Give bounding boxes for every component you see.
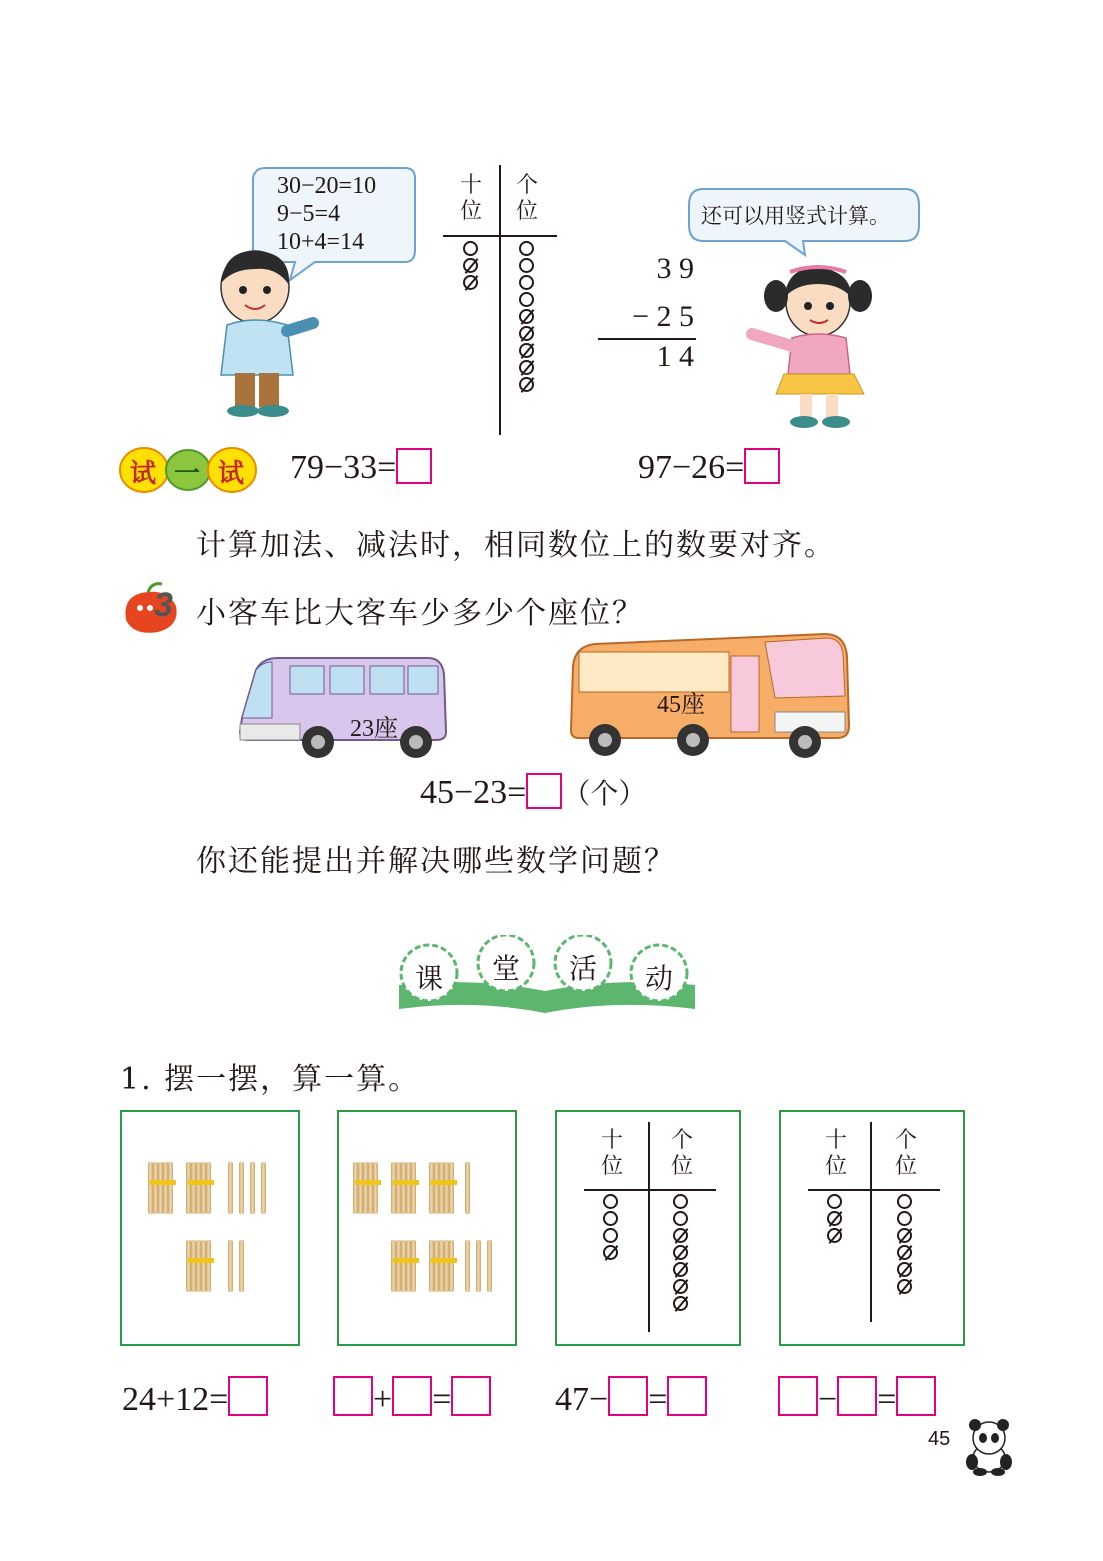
tens-beads — [463, 241, 478, 292]
answer-box[interactable] — [667, 1376, 707, 1416]
single-stick — [465, 1162, 470, 1214]
answer-box[interactable] — [333, 1376, 373, 1416]
page-number: 45 — [928, 1428, 951, 1450]
ones-column-label: 个 位 — [670, 1128, 693, 1179]
single-stick — [250, 1162, 255, 1214]
exercise-equation-2 — [333, 1376, 491, 1419]
ones-beads — [519, 241, 534, 394]
activity-char-4: 动 — [645, 962, 674, 995]
ten-stick-bundle — [429, 1236, 459, 1296]
big-bus-illustration — [565, 626, 855, 764]
boy-illustration — [205, 245, 320, 420]
answer-box[interactable] — [608, 1376, 648, 1416]
try-eq2-text: 97−26= — [638, 449, 745, 486]
panel-horizontal-line — [808, 1189, 940, 1191]
ones-beads — [897, 1194, 912, 1296]
girl-speech-bubble — [685, 185, 925, 260]
ten-stick-bundle — [429, 1158, 459, 1218]
answer-box[interactable] — [392, 1376, 432, 1416]
crossed-bead — [897, 1228, 912, 1243]
single-stick — [476, 1240, 481, 1292]
calc-row-2: − 2 5 — [632, 300, 694, 333]
tens-column-label: 十 位 — [600, 1128, 623, 1179]
ten-stick-bundle — [391, 1236, 421, 1296]
answer-box[interactable] — [396, 448, 432, 484]
followup-question: 你还能提出并解决哪些数学问题？ — [196, 844, 676, 879]
single-stick — [261, 1162, 266, 1214]
bead — [603, 1228, 618, 1243]
bus-equation — [420, 772, 646, 812]
problem-number-icon — [118, 580, 184, 636]
single-stick — [487, 1240, 492, 1292]
ten-stick-bundle — [148, 1158, 178, 1218]
answer-box[interactable] — [896, 1376, 936, 1416]
ones-beads — [673, 1194, 688, 1313]
tens-column-label: 十 位 — [459, 173, 482, 224]
equals-sign: = — [648, 1381, 668, 1418]
sticks-panel-2 — [337, 1110, 517, 1346]
answer-box[interactable] — [451, 1376, 491, 1416]
ones-column-label: 个 位 — [894, 1128, 917, 1179]
crossed-bead — [519, 360, 534, 375]
ten-stick-bundle — [186, 1236, 216, 1296]
try-char-1: 试 — [130, 459, 157, 489]
answer-box[interactable] — [744, 448, 780, 484]
exercise-equation-3 — [555, 1376, 707, 1419]
crossed-bead — [673, 1245, 688, 1260]
small-bus-illustration — [232, 648, 450, 763]
single-stick — [228, 1162, 233, 1214]
sticks-panel-1 — [120, 1110, 300, 1346]
bead — [673, 1211, 688, 1226]
try-char-2: 一 — [174, 459, 201, 489]
tens-beads — [603, 1194, 618, 1262]
bubble-line-2: 9−5=4 — [277, 201, 341, 227]
chart-horizontal-line — [443, 235, 557, 237]
bead — [519, 241, 534, 256]
place-value-chart-top — [443, 165, 563, 435]
ones-column-label: 个 位 — [515, 173, 538, 224]
bead — [463, 241, 478, 256]
single-stick — [228, 1240, 233, 1292]
small-bus-seat-label: 23座 — [350, 716, 398, 742]
exercise-equation-4 — [778, 1376, 936, 1419]
vertical-calculation — [598, 252, 708, 382]
exercise-1-title: 1. 摆一摆，算一算。 — [120, 1062, 421, 1097]
crossed-bead — [603, 1245, 618, 1260]
equals-sign: = — [877, 1381, 897, 1418]
single-stick — [465, 1240, 470, 1292]
ex-eq1-text: 24+12= — [122, 1381, 229, 1418]
problem-question: 小客车比大客车少多少个座位？ — [196, 596, 644, 631]
try-equation-1 — [290, 448, 432, 487]
crossed-bead — [463, 275, 478, 290]
try-equation-2 — [638, 448, 780, 487]
bead — [603, 1211, 618, 1226]
bubble-line-1: 30−20=10 — [277, 173, 377, 199]
girl-illustration — [740, 262, 875, 432]
try-eq1-text: 79−33= — [290, 449, 397, 486]
tens-beads — [827, 1194, 842, 1245]
bead — [827, 1194, 842, 1209]
bundles-and-sticks — [122, 1112, 298, 1344]
ex-eq3-text: 47− — [555, 1381, 609, 1418]
answer-box[interactable] — [526, 773, 562, 809]
plus-sign: + — [373, 1381, 393, 1418]
bead — [673, 1194, 688, 1209]
crossed-bead — [897, 1262, 912, 1277]
bead — [519, 275, 534, 290]
bead — [603, 1194, 618, 1209]
bus-eq-text: 45−23= — [420, 774, 527, 811]
crossed-bead — [519, 343, 534, 358]
single-stick — [239, 1162, 244, 1214]
bead — [519, 258, 534, 273]
tens-column-label: 十 位 — [824, 1128, 847, 1179]
classroom-activity-header — [395, 935, 700, 1015]
bubble-line-3: 10+4=14 — [277, 229, 365, 255]
try-char-3: 试 — [218, 459, 245, 489]
panda-icon — [962, 1418, 1016, 1476]
ten-stick-bundle — [353, 1158, 383, 1218]
place-value-panel-3 — [555, 1110, 741, 1346]
panel-vertical-line — [870, 1122, 872, 1322]
activity-char-3: 活 — [569, 952, 598, 985]
panel-horizontal-line — [584, 1189, 716, 1191]
crossed-bead — [827, 1211, 842, 1226]
panel-vertical-line — [648, 1122, 650, 1332]
single-stick — [239, 1240, 244, 1292]
bead — [519, 292, 534, 307]
answer-box[interactable] — [228, 1376, 268, 1416]
answer-box[interactable] — [837, 1376, 877, 1416]
chart-vertical-line — [499, 165, 501, 435]
calc-result: 1 4 — [656, 340, 694, 373]
exercise-equation-1 — [122, 1376, 268, 1419]
calc-row-1: 3 9 — [656, 252, 694, 285]
crossed-bead — [519, 309, 534, 324]
ten-stick-bundle — [391, 1158, 421, 1218]
place-value-panel-4 — [779, 1110, 965, 1346]
activity-char-1: 课 — [415, 962, 444, 995]
bead — [897, 1194, 912, 1209]
crossed-bead — [519, 377, 534, 392]
minus-sign: − — [818, 1381, 838, 1418]
bus-eq-unit: （个） — [562, 777, 647, 810]
crossed-bead — [673, 1296, 688, 1311]
crossed-bead — [897, 1279, 912, 1294]
try-it-badge — [118, 444, 258, 496]
answer-box[interactable] — [778, 1376, 818, 1416]
big-bus-seat-label: 45座 — [657, 692, 705, 718]
crossed-bead — [673, 1262, 688, 1277]
problem-number: 3 — [154, 586, 173, 624]
rule-text: 计算加法、减法时，相同数位上的数要对齐。 — [196, 528, 836, 563]
bead — [897, 1211, 912, 1226]
activity-char-2: 堂 — [492, 952, 521, 985]
equals-sign: = — [432, 1381, 452, 1418]
crossed-bead — [673, 1228, 688, 1243]
bundles-and-sticks — [339, 1112, 515, 1344]
crossed-bead — [673, 1279, 688, 1294]
crossed-bead — [463, 258, 478, 273]
ten-stick-bundle — [186, 1158, 216, 1218]
girl-bubble-text: 还可以用竖式计算。 — [701, 204, 890, 228]
crossed-bead — [827, 1228, 842, 1243]
crossed-bead — [519, 326, 534, 341]
crossed-bead — [897, 1245, 912, 1260]
